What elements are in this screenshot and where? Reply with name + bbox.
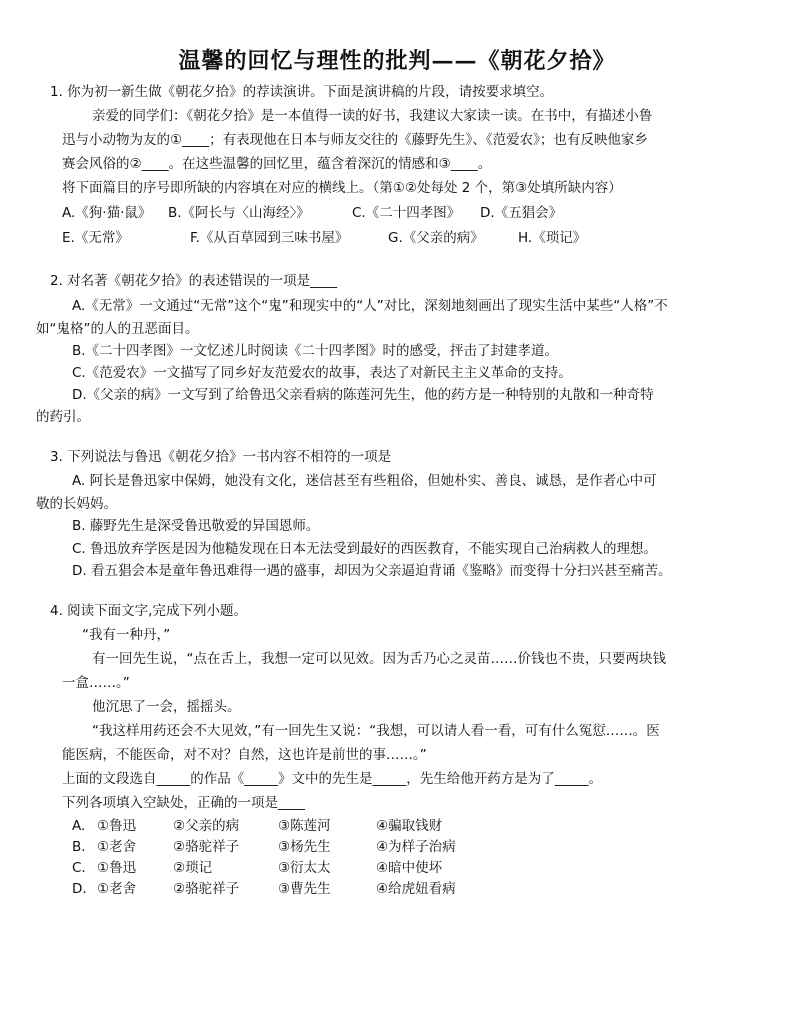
question-4-option-item: ②琐记	[173, 860, 213, 876]
question-4-option-item: ③曹先生	[278, 881, 331, 897]
question-4-option-item: ①鲁迅	[97, 818, 137, 834]
question-1-passage-line: 迅与小动物为友的①____；有表现他在日本与师友交往的《藤野先生》、《范爱农》；也有反映他家乡	[62, 132, 648, 148]
question-1-option: E.《无常》	[62, 230, 129, 246]
question-4-fill-blank: 上面的文段选自_____的作品《_____》文中的先生是_____，先生给他开药方是为了_____。	[62, 771, 602, 787]
question-4-passage-line: 有一回先生说，“点在舌上，我想一定可以见效。因为舌乃心之灵苗……价钱也不贵，只要两块钱	[92, 651, 666, 667]
question-4-stem: 4. 阅读下面文字,完成下列小题。	[50, 603, 247, 619]
question-3-option-a-continued: 敬的长妈妈。	[36, 496, 117, 512]
question-3-option-d: D. 看五猖会本是童年鲁迅难得一遇的盛事，却因为父亲逼迫背诵《鉴略》而变得十分扫兴甚至痛苦。	[72, 563, 672, 579]
question-1-option: A.《狗·猫·鼠》	[62, 205, 152, 221]
question-2-stem: 2. 对名著《朝花夕拾》的表述错误的一项是____	[50, 273, 338, 289]
question-1-passage-line: 赛会风俗的②____。在这些温馨的回忆里，蕴含着深沉的情感和③____。	[62, 156, 492, 172]
question-4-option-item: ②骆驼祥子	[173, 839, 240, 855]
question-4-option-item: ④骗取钱财	[376, 818, 443, 834]
question-4-option-item: ③陈莲河	[278, 818, 331, 834]
question-4-option-item: ②骆驼祥子	[173, 881, 240, 897]
question-4-option-item: ④为样子治病	[376, 839, 456, 855]
question-2-option-d-continued: 的药引。	[36, 409, 90, 425]
question-3-option-c: C. 鲁迅放弃学医是因为他糙发现在日本无法受到最好的西医教育，不能实现自己治病救人的理想。	[72, 541, 658, 557]
question-4-option-item: ①老舍	[97, 839, 137, 855]
question-4-option-item: ①鲁迅	[97, 860, 137, 876]
question-4-option-item: ③衍太太	[278, 860, 331, 876]
question-4-option-letter: D.	[72, 881, 87, 897]
question-4-instruction: 下列各项填入空缺处，正确的一项是____	[62, 795, 305, 811]
question-4-passage-line: “我这样用药还会不大见效，”有一回先生又说：“我想，可以请人看一看，可有什么冤愆……。医	[92, 723, 660, 739]
page-title: 温馨的回忆与理性的批判——《朝花夕拾》	[178, 48, 616, 74]
question-4-passage-line: 他沉思了一会，摇摇头。	[92, 699, 241, 715]
question-1-option: D.《五猖会》	[480, 205, 563, 221]
question-4-option-item: ③杨先生	[278, 839, 331, 855]
question-1-option: C.《二十四孝图》	[352, 205, 461, 221]
question-4-option-letter: C.	[72, 860, 86, 876]
question-1-option: H.《琐记》	[518, 230, 587, 246]
question-2-option-d: D.《父亲的病》一文写到了给鲁迅父亲看病的陈莲河先生，他的药方是一种特别的丸散和一种奇特	[72, 387, 654, 403]
question-4-option-letter: B.	[72, 839, 86, 855]
question-2-option-c: C.《范爱农》一文描写了同乡好友范爱农的故事，表达了对新民主主义革命的支持。	[72, 365, 572, 381]
question-4-passage-line: “我有一种丹，”	[82, 627, 171, 643]
question-1-option: G.《父亲的病》	[388, 230, 484, 246]
question-4-option-item: ④暗中使坏	[376, 860, 443, 876]
question-1-instruction: 将下面篇目的序号即所缺的内容填在对应的横线上。（第①②处每处 2 个，第③处填所缺内容）	[62, 180, 622, 196]
question-2-option-b: B.《二十四孝图》一文忆述儿时阅读《二十四孝图》时的感受，抨击了封建孝道。	[72, 343, 559, 359]
question-4-option-item: ④给虎妞看病	[376, 881, 456, 897]
question-4-option-letter: A.	[72, 818, 86, 834]
question-2-option-a: A.《无常》一文通过“无常”这个“鬼”和现实中的“人”对比，深刻地刻画出了现实生活中某些“人格”不	[72, 298, 668, 314]
question-1-passage-line: 亲爱的同学们：《朝花夕拾》是一本值得一读的好书，我建议大家读一读。在书中，有描述小鲁	[92, 108, 653, 124]
question-4-passage-line: 能医病，不能医命，对不对？自然，这也许是前世的事……。”	[62, 747, 427, 763]
question-3-option-a: A. 阿长是鲁迅家中保姆，她没有文化，迷信甚至有些粗俗，但她朴实、善良、诚恳，是作者心中可	[72, 473, 657, 489]
question-4-option-item: ②父亲的病	[173, 818, 240, 834]
question-1-stem: 1. 你为初一新生做《朝花夕拾》的荐读演讲。下面是演讲稿的片段，请按要求填空。	[50, 84, 554, 100]
question-1-option: B.《阿长与〈山海经〉》	[168, 205, 310, 221]
question-1-option: F.《从百草园到三味书屋》	[190, 230, 349, 246]
question-2-option-a-continued: 如“鬼格”的人的丑恶面目。	[36, 321, 199, 337]
question-3-option-b: B. 藤野先生是深受鲁迅敬爱的异国恩师。	[72, 518, 320, 534]
question-3-stem: 3. 下列说法与鲁迅《朝花夕拾》一书内容不相符的一项是	[50, 449, 392, 465]
question-4-option-item: ①老舍	[97, 881, 137, 897]
question-4-passage-line: 一盒……。”	[62, 675, 130, 691]
